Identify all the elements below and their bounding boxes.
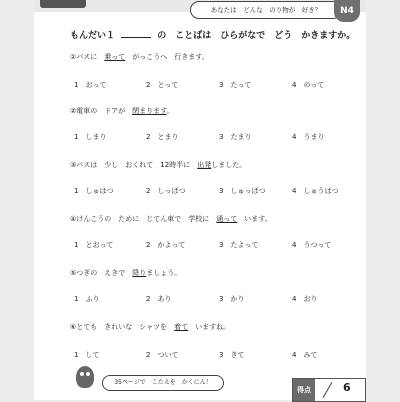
answer-blank: [121, 28, 151, 38]
question-sentence-5: ⑤つぎの えきで 降りましょう。: [70, 269, 182, 277]
option-6-1[interactable]: 1 して: [74, 351, 100, 359]
question-title: [70, 28, 355, 41]
option-5-2[interactable]: 2 あり: [146, 295, 172, 303]
option-3-3[interactable]: 3 しゅっぱつ: [219, 187, 266, 195]
option-5-4[interactable]: 4 おり: [292, 295, 318, 303]
question-number: もんだい１: [70, 31, 116, 41]
level-badge: N4: [334, 0, 360, 22]
option-1-2[interactable]: 2 とって: [146, 81, 179, 89]
option-4-3[interactable]: 3 たよって: [219, 241, 259, 249]
option-1-4[interactable]: 4 のって: [292, 81, 325, 89]
option-1-3[interactable]: 3 たって: [219, 81, 252, 89]
speech-bubble: あなたは どんな のり物が 好き？: [190, 1, 342, 19]
target-word-1: 乗って: [104, 53, 126, 61]
option-6-4[interactable]: 4 みて: [292, 351, 318, 359]
target-word-5: 降り: [132, 269, 147, 277]
option-3-4[interactable]: 4 しゅうはつ: [292, 187, 339, 195]
score-label: 得点: [293, 379, 315, 401]
target-word-4: 通って: [216, 215, 238, 223]
question-sentence-1: ①バスに 乗って がっこうへ 行きます。: [70, 53, 209, 61]
question-instruction: の ことばは ひらがなで どう かきますか。: [157, 31, 356, 41]
question-sentence-6: ⑥とても きれいな シャツを 着て いますね。: [70, 323, 231, 331]
options-2: [74, 132, 364, 142]
score-total: 6: [343, 381, 351, 394]
question-sentence-2: ②電車の ドアが 閉まります。: [70, 107, 174, 115]
answer-page-note: 35ページで こたえを かくにん！: [102, 375, 224, 391]
option-2-2[interactable]: 2 とまり: [146, 133, 179, 141]
worksheet-page: [34, 0, 366, 400]
option-4-4[interactable]: 4 うつって: [292, 241, 332, 249]
option-3-2[interactable]: 2 しっぱつ: [146, 187, 186, 195]
option-3-1[interactable]: 1 しゅはつ: [74, 187, 114, 195]
question-sentence-4: ④けんこうの ために じてん車で 学校に 通って います。: [70, 215, 272, 223]
score-box: [292, 378, 366, 402]
options-6: [74, 350, 364, 360]
target-word-6: 着て: [174, 323, 189, 331]
top-tab: [40, 0, 86, 8]
option-4-2[interactable]: 2 かよって: [146, 241, 186, 249]
mascot-icon: [76, 366, 94, 388]
options-4: [74, 240, 364, 250]
option-4-1[interactable]: 1 とおって: [74, 241, 114, 249]
options-3: [74, 186, 364, 196]
target-word-3: 出発: [197, 161, 212, 169]
option-1-1[interactable]: 1 おって: [74, 81, 107, 89]
option-5-3[interactable]: 3 かり: [219, 295, 245, 303]
score-slash: [323, 382, 333, 398]
question-sentence-3: ③バスは 少し おくれて 12時半に 出発しました。: [70, 161, 247, 169]
option-6-2[interactable]: 2 ついて: [146, 351, 179, 359]
option-2-3[interactable]: 3 たまり: [219, 133, 252, 141]
option-6-3[interactable]: 3 きて: [219, 351, 245, 359]
option-2-4[interactable]: 4 うまり: [292, 133, 325, 141]
options-1: [74, 80, 364, 90]
target-word-2: 閉まります: [132, 107, 167, 115]
options-5: [74, 294, 364, 304]
option-5-1[interactable]: 1 ふり: [74, 295, 100, 303]
option-2-1[interactable]: 1 しまり: [74, 133, 107, 141]
